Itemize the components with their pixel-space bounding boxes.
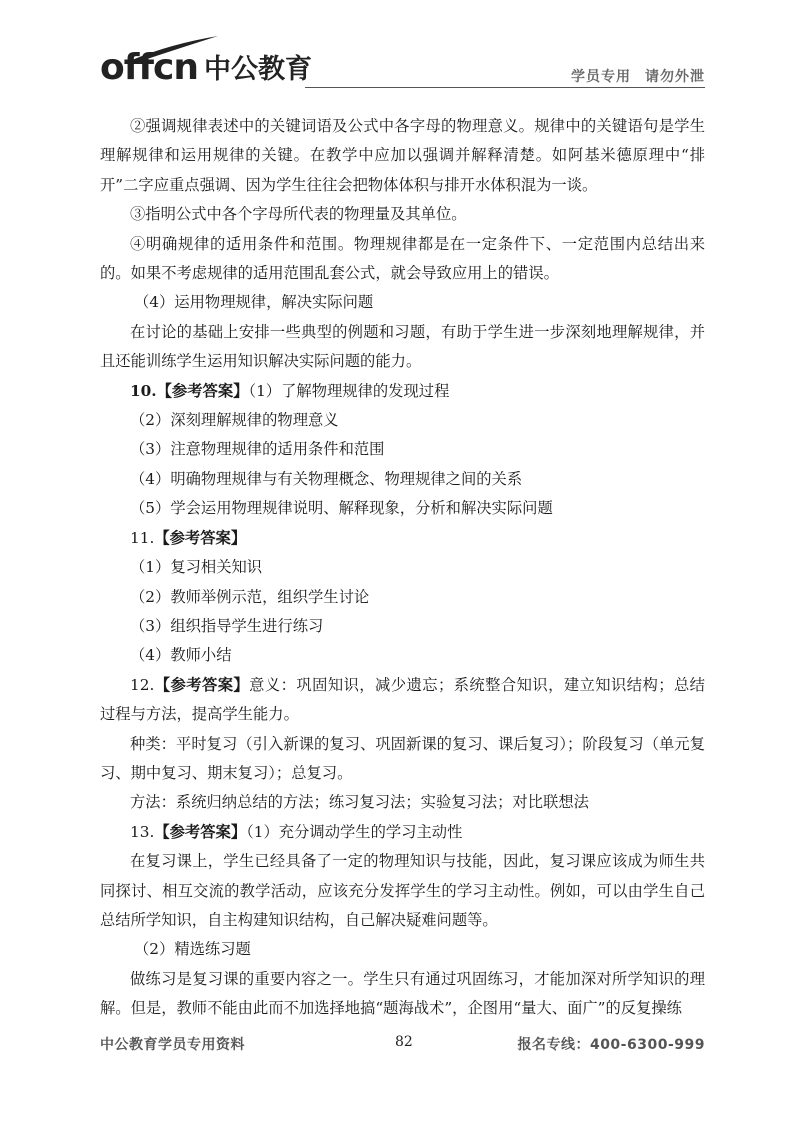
paragraph: 做练习是复习课的重要内容之一。学生只有通过巩固练习，才能加深对所学知识的理解。但是，教师不能由此而不加选择地搞“题海战术”，企图用“量大、面广”的反复操练: [100, 969, 705, 1018]
document-body: [100, 112, 705, 1024]
paragraph: 在讨论的基础上安排一些典型的例题和习题，有助于学生进一步深刻地理解规律，并且还能训练学生运用知识解决实际问题的能力。: [100, 322, 705, 371]
offcn-logo: [100, 44, 312, 88]
paragraph: （1）复习相关知识: [130, 558, 263, 577]
footer-material-label: 中公教育学员专用资料: [100, 1037, 245, 1053]
question-number: 10.: [130, 381, 157, 400]
answer-heading: [100, 524, 705, 553]
page-header: [100, 38, 705, 90]
question-number: 12.: [130, 675, 155, 694]
answer-text: （1）充分调动学生的学习主动性: [246, 822, 463, 841]
paragraph: ④明确规律的适用条件和范围。物理规律都是在一定条件下、一定范围内总结出来的。如果不考虑规律的适用范围乱套公式，就会导致应用上的错误。: [100, 234, 705, 283]
answer-label: 【参考答案】: [154, 675, 250, 694]
answer-label: 【参考答案】: [154, 822, 247, 841]
paragraph: （2）深刻理解规律的物理意义: [130, 411, 339, 430]
page-number: 82: [395, 1034, 413, 1050]
paragraph: （2）教师举例示范，组织学生讨论: [130, 587, 370, 606]
paragraph: （2）精选练习题: [134, 940, 251, 959]
page-footer: [100, 1034, 705, 1054]
answer-text: （1）了解物理规律的发现过程: [248, 381, 450, 400]
answer-text: 意义：巩固知识，减少遗忘；系统整合知识，建立知识结构；总结过程与方法，提高学生能力。: [100, 675, 705, 724]
logo-chinese: 中公教育: [204, 54, 313, 85]
header-notice: [571, 66, 705, 86]
paragraph: 方法：系统归纳总结的方法；练习复习法；实验复习法；对比联想法: [130, 793, 589, 812]
paragraph: ③指明公式中各个字母所代表的物理量及其单位。: [130, 205, 467, 224]
answer-label: 【参考答案】: [156, 381, 249, 400]
question-number: 13.: [130, 822, 155, 841]
paragraph: 在复习课上，学生已经具备了一定的物理知识与技能，因此，复习课应该成为师生共同探讨、相互交流的教学活动，应该充分发挥学生的学习主动性。例如，可以由学生自己总结所学知识，自主构建知识结构，自己解决疑难问题等。: [100, 852, 705, 929]
paragraph: （4）明确物理规律与有关物理概念、物理规律之间的关系: [130, 469, 523, 488]
notice-no-leak: 请勿外泄: [645, 69, 705, 85]
answer-heading: [100, 377, 705, 406]
paragraph: （4）教师小结: [130, 646, 232, 665]
question-number: 11.: [130, 528, 155, 547]
answer-heading: [100, 671, 705, 730]
answer-heading: [100, 818, 705, 847]
paragraph: ②强调规律表述中的关键词语及公式中各字母的物理意义。规律中的关键语句是学生理解规律和运用规律的关键。在教学中应加以强调并解释清楚。如阿基米德原理中“排开”二字应重点强调、因为学生往往会把物体体积与排开水体积混为一谈。: [100, 117, 705, 194]
paragraph: （5）学会运用物理规律说明、解释现象，分析和解决实际问题: [130, 499, 553, 518]
header-divider: [305, 87, 705, 88]
answer-label: 【参考答案】: [154, 528, 247, 547]
logo-latin: offcn: [100, 47, 199, 88]
paragraph: （3）注意物理规律的适用条件和范围: [130, 440, 385, 459]
logo-swoosh-icon: [130, 34, 220, 64]
paragraph: （4）运用物理规律，解决实际问题: [134, 293, 374, 312]
notice-students-only: 学员专用: [571, 69, 631, 85]
footer-hotline: 报名专线：400-6300-999: [517, 1037, 705, 1053]
paragraph: （3）组织指导学生进行练习: [130, 616, 324, 635]
paragraph: 种类：平时复习（引入新课的复习、巩固新课的复习、课后复习）；阶段复习（单元复习、期中复习、期末复习）；总复习。: [100, 734, 705, 782]
